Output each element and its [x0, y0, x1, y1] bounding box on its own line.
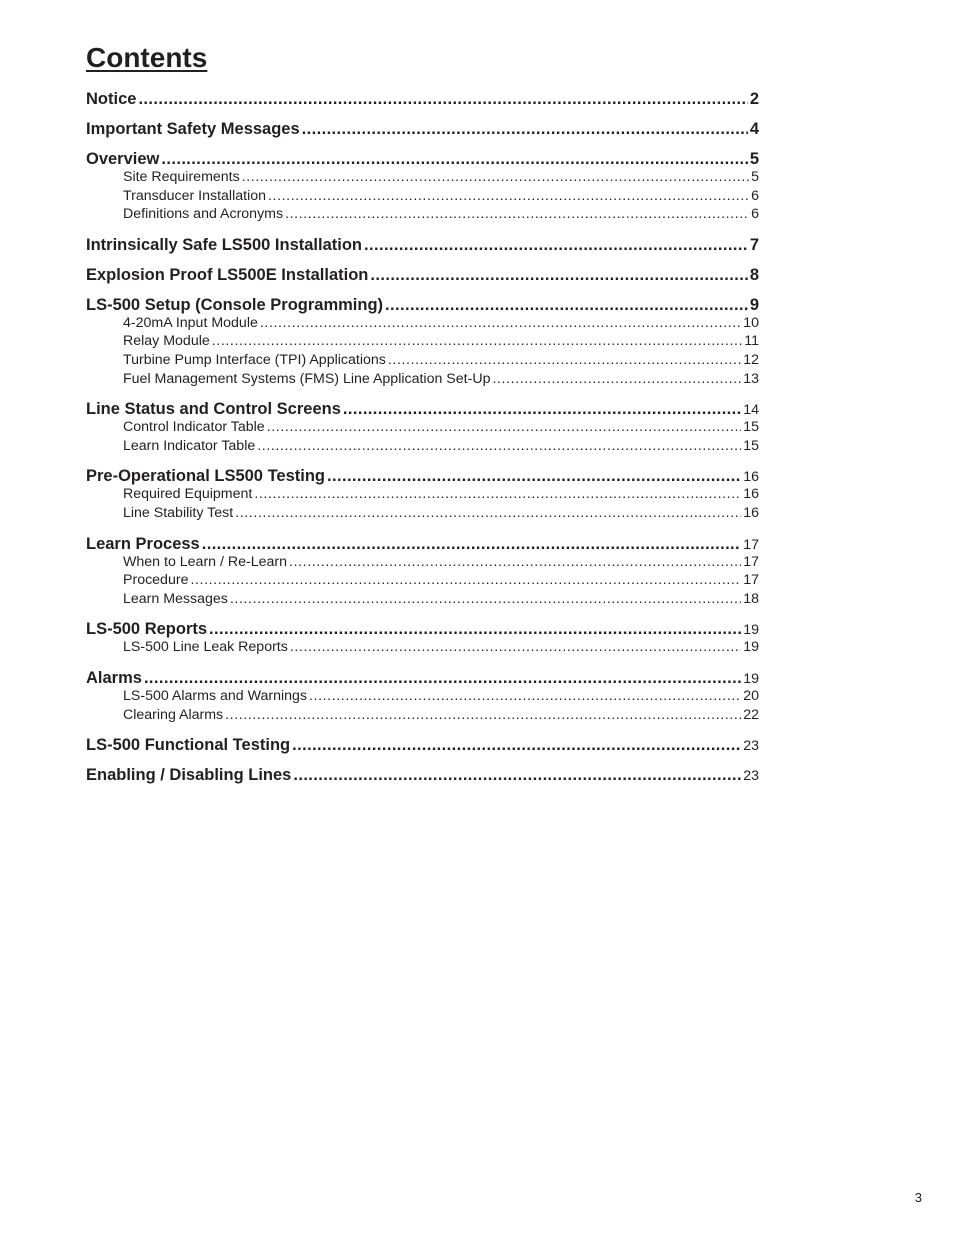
toc-subentry[interactable] — [86, 187, 759, 206]
toc-entry[interactable] — [86, 266, 759, 284]
toc-subentry[interactable] — [86, 314, 759, 333]
toc-entry-page: 12 — [743, 351, 759, 368]
toc-entry-title: Important Safety Messages — [86, 120, 300, 138]
toc-entry-page: 16 — [743, 486, 759, 503]
dot-leader — [385, 296, 748, 314]
toc-entry-page: 16 — [743, 504, 759, 521]
toc-entry-title: When to Learn / Re-Learn — [123, 553, 288, 570]
toc-entry-page: 7 — [749, 235, 759, 254]
toc-section — [86, 669, 759, 724]
toc-entry-page: 13 — [743, 370, 759, 387]
toc-section — [86, 535, 759, 609]
toc-section — [86, 266, 759, 284]
dot-leader — [268, 187, 749, 206]
toc-subentry[interactable] — [86, 504, 759, 523]
toc-section — [86, 766, 759, 784]
dot-leader — [343, 400, 741, 418]
toc-entry[interactable] — [86, 467, 759, 485]
toc-entry-title: LS-500 Functional Testing — [86, 736, 291, 755]
toc-entry[interactable] — [86, 620, 759, 638]
dot-leader — [289, 553, 741, 572]
toc-entry[interactable] — [86, 296, 759, 314]
toc-entry[interactable] — [86, 736, 759, 754]
toc-subentry[interactable] — [86, 351, 759, 370]
toc-entry-page: 17 — [743, 536, 759, 553]
toc-entry-page: 19 — [743, 639, 759, 656]
toc-entry-page: 23 — [743, 738, 759, 755]
toc-entry-title: Enabling / Disabling Lines — [86, 766, 292, 785]
toc-entry-title: Site Requirements — [123, 169, 240, 185]
toc-subentry[interactable] — [86, 370, 759, 389]
dot-leader — [290, 638, 741, 657]
toc-entry-title: Pre-Operational LS500 Testing — [86, 467, 326, 486]
toc-entry-title: Learn Process — [86, 534, 200, 553]
dot-leader — [364, 236, 748, 254]
toc-subentry[interactable] — [86, 485, 759, 504]
dot-leader — [242, 168, 749, 187]
toc-entry-title: Explosion Proof LS500E Installation — [86, 265, 369, 284]
toc-section — [86, 236, 759, 254]
dot-leader — [292, 736, 741, 754]
dot-leader — [212, 332, 743, 351]
toc-subentry[interactable] — [86, 638, 759, 657]
table-of-contents — [86, 90, 759, 796]
toc-entry[interactable] — [86, 90, 759, 108]
toc-entry-page: 5 — [751, 169, 759, 185]
toc-subentry[interactable] — [86, 418, 759, 437]
toc-entry-page: 17 — [743, 572, 759, 589]
toc-entry-page: 19 — [743, 670, 759, 687]
toc-entry-title: LS-500 Setup (Console Programming) — [86, 295, 384, 314]
toc-entry[interactable] — [86, 120, 759, 138]
toc-section — [86, 90, 759, 108]
dot-leader — [285, 205, 749, 224]
dot-leader — [257, 437, 741, 456]
toc-entry-title: LS-500 Line Leak Reports — [123, 639, 288, 656]
dot-leader — [138, 90, 747, 108]
toc-section — [86, 296, 759, 388]
toc-entry-page: 14 — [743, 402, 759, 419]
dot-leader — [161, 150, 747, 168]
dot-leader — [235, 504, 741, 523]
toc-section — [86, 150, 759, 224]
toc-entry-title: Notice — [86, 90, 137, 108]
toc-entry-title: LS-500 Reports — [86, 620, 208, 639]
toc-entry-title: Procedure — [123, 572, 189, 589]
dot-leader — [144, 669, 741, 687]
toc-entry[interactable] — [86, 766, 759, 784]
toc-entry[interactable] — [86, 535, 759, 553]
toc-entry-page: 16 — [743, 469, 759, 486]
toc-entry-page: 17 — [743, 553, 759, 570]
toc-entry-page: 23 — [743, 768, 759, 785]
toc-entry-title: Relay Module — [123, 333, 210, 350]
toc-subentry[interactable] — [86, 571, 759, 590]
toc-section — [86, 736, 759, 754]
toc-entry-title: 4-20mA Input Module — [123, 314, 258, 331]
toc-entry-title: Overview — [86, 150, 160, 168]
dot-leader — [302, 120, 748, 138]
toc-entry-title: Clearing Alarms — [123, 706, 224, 723]
toc-entry-title: Intrinsically Safe LS500 Installation — [86, 235, 363, 254]
dot-leader — [202, 535, 741, 553]
toc-entry-title: Learn Messages — [123, 590, 228, 607]
dot-leader — [254, 485, 741, 504]
toc-entry-page: 15 — [743, 437, 759, 454]
toc-entry[interactable] — [86, 400, 759, 418]
toc-entry-title: Line Stability Test — [123, 504, 234, 521]
toc-subentry[interactable] — [86, 687, 759, 706]
toc-entry[interactable] — [86, 236, 759, 254]
toc-section — [86, 620, 759, 657]
toc-entry-title: LS-500 Alarms and Warnings — [123, 687, 307, 704]
toc-entry-title: Required Equipment — [123, 486, 253, 503]
toc-entry-page: 6 — [751, 187, 759, 204]
toc-entry-page: 19 — [743, 622, 759, 639]
toc-entry-page: 18 — [743, 590, 759, 607]
dot-leader — [190, 571, 741, 590]
dot-leader — [293, 766, 741, 784]
dot-leader — [327, 467, 741, 485]
dot-leader — [492, 370, 741, 389]
toc-entry-title: Transducer Installation — [123, 187, 266, 204]
toc-subentry[interactable] — [86, 706, 759, 725]
toc-subentry[interactable] — [86, 168, 759, 187]
toc-entry-page: 20 — [743, 687, 759, 704]
toc-subentry[interactable] — [86, 332, 759, 351]
toc-section — [86, 400, 759, 455]
dot-leader — [230, 590, 741, 609]
toc-subentry[interactable] — [86, 553, 759, 572]
dot-leader — [388, 351, 741, 370]
toc-entry-page: 10 — [743, 314, 759, 331]
toc-entry-title: Fuel Management Systems (FMS) Line Application Set-Up — [123, 370, 491, 387]
toc-subentry[interactable] — [86, 590, 759, 609]
toc-entry[interactable] — [86, 669, 759, 687]
dot-leader — [260, 314, 741, 333]
dot-leader — [225, 706, 741, 725]
toc-entry[interactable] — [86, 150, 759, 168]
page-number: 3 — [914, 1190, 922, 1205]
toc-entry-title: Control Indicator Table — [123, 419, 265, 436]
toc-entry-page: 8 — [749, 265, 759, 284]
toc-entry-page: 15 — [743, 419, 759, 436]
toc-entry-page: 2 — [749, 90, 759, 108]
dot-leader — [309, 687, 741, 706]
toc-entry-page: 5 — [749, 150, 759, 168]
toc-entry-page: 6 — [751, 206, 759, 223]
toc-subentry[interactable] — [86, 205, 759, 224]
toc-entry-title: Turbine Pump Interface (TPI) Applications — [123, 351, 386, 368]
toc-entry-title: Line Status and Control Screens — [86, 400, 341, 419]
toc-entry-page: 4 — [749, 120, 759, 138]
toc-entry-page: 9 — [749, 295, 759, 314]
dot-leader — [370, 266, 747, 284]
toc-entry-page: 22 — [743, 706, 759, 723]
toc-entry-title: Alarms — [86, 668, 142, 687]
toc-entry-page: 11 — [744, 333, 759, 350]
dot-leader — [267, 418, 742, 437]
toc-section — [86, 120, 759, 138]
toc-entry-title: Learn Indicator Table — [123, 437, 256, 454]
toc-subentry[interactable] — [86, 437, 759, 456]
toc-section — [86, 467, 759, 522]
toc-entry-title: Definitions and Acronyms — [123, 206, 284, 223]
dot-leader — [209, 620, 741, 638]
page-title: Contents — [86, 42, 208, 73]
